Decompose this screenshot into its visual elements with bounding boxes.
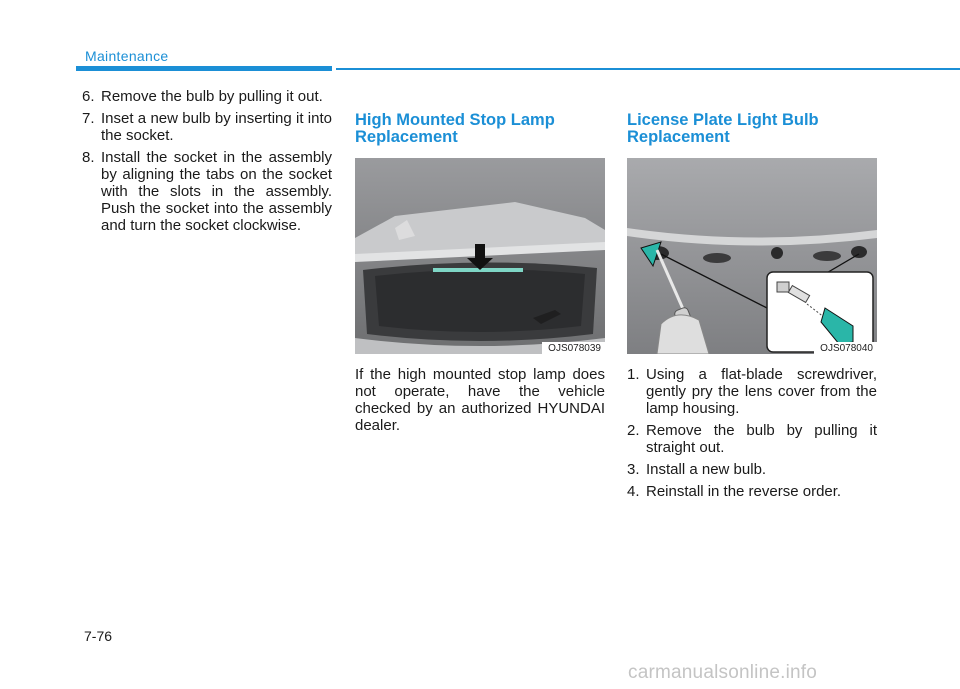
list-item: 3. Install a new bulb. <box>627 461 767 478</box>
figure-code: OJS078039 <box>542 342 605 354</box>
list-item: 4. Reinstall in the reverse order. <box>627 483 842 500</box>
figure-license-plate <box>627 158 877 354</box>
watermark: carmanualsonline.info <box>628 662 818 683</box>
column-2 <box>355 88 605 434</box>
list-item: 8. Install the socket in the assembly by aligning the tabs on the socket with the slots in the assembly. Push the socket into the assembly and turn the socket clockwise. <box>82 149 332 234</box>
column-1 <box>82 88 332 239</box>
section-heading-stop-lamp: High Mounted Stop Lamp Replacement <box>355 111 555 146</box>
section-heading-license-plate: License Plate Light Bulb Replacement <box>627 111 819 146</box>
list-item: 6. Remove the bulb by pulling it out. <box>82 88 323 105</box>
license-plate-illustration <box>627 158 877 354</box>
page-number: 7-76 <box>84 628 113 644</box>
column-3 <box>627 88 877 505</box>
step-list-license-plate <box>627 366 877 500</box>
figure-code: OJS078040 <box>814 342 877 354</box>
header-rule-thin <box>336 68 960 70</box>
header-rule-thick <box>76 66 332 71</box>
list-item: 1. Using a flat-blade screwdriver, gently pry the lens cover from the lamp housing. <box>627 366 877 417</box>
stop-lamp-illustration <box>355 158 605 354</box>
step-list-bulb <box>82 88 332 234</box>
section-label: Maintenance <box>85 48 169 64</box>
list-item: 2. Remove the bulb by pulling it straight out. <box>627 422 877 456</box>
stop-lamp-note: If the high mounted stop lamp does not operate, have the vehicle checked by an authorized HYUNDAI dealer. <box>355 366 605 434</box>
figure-stop-lamp <box>355 158 605 354</box>
list-item: 7. Inset a new bulb by inserting it into the socket. <box>82 110 332 144</box>
